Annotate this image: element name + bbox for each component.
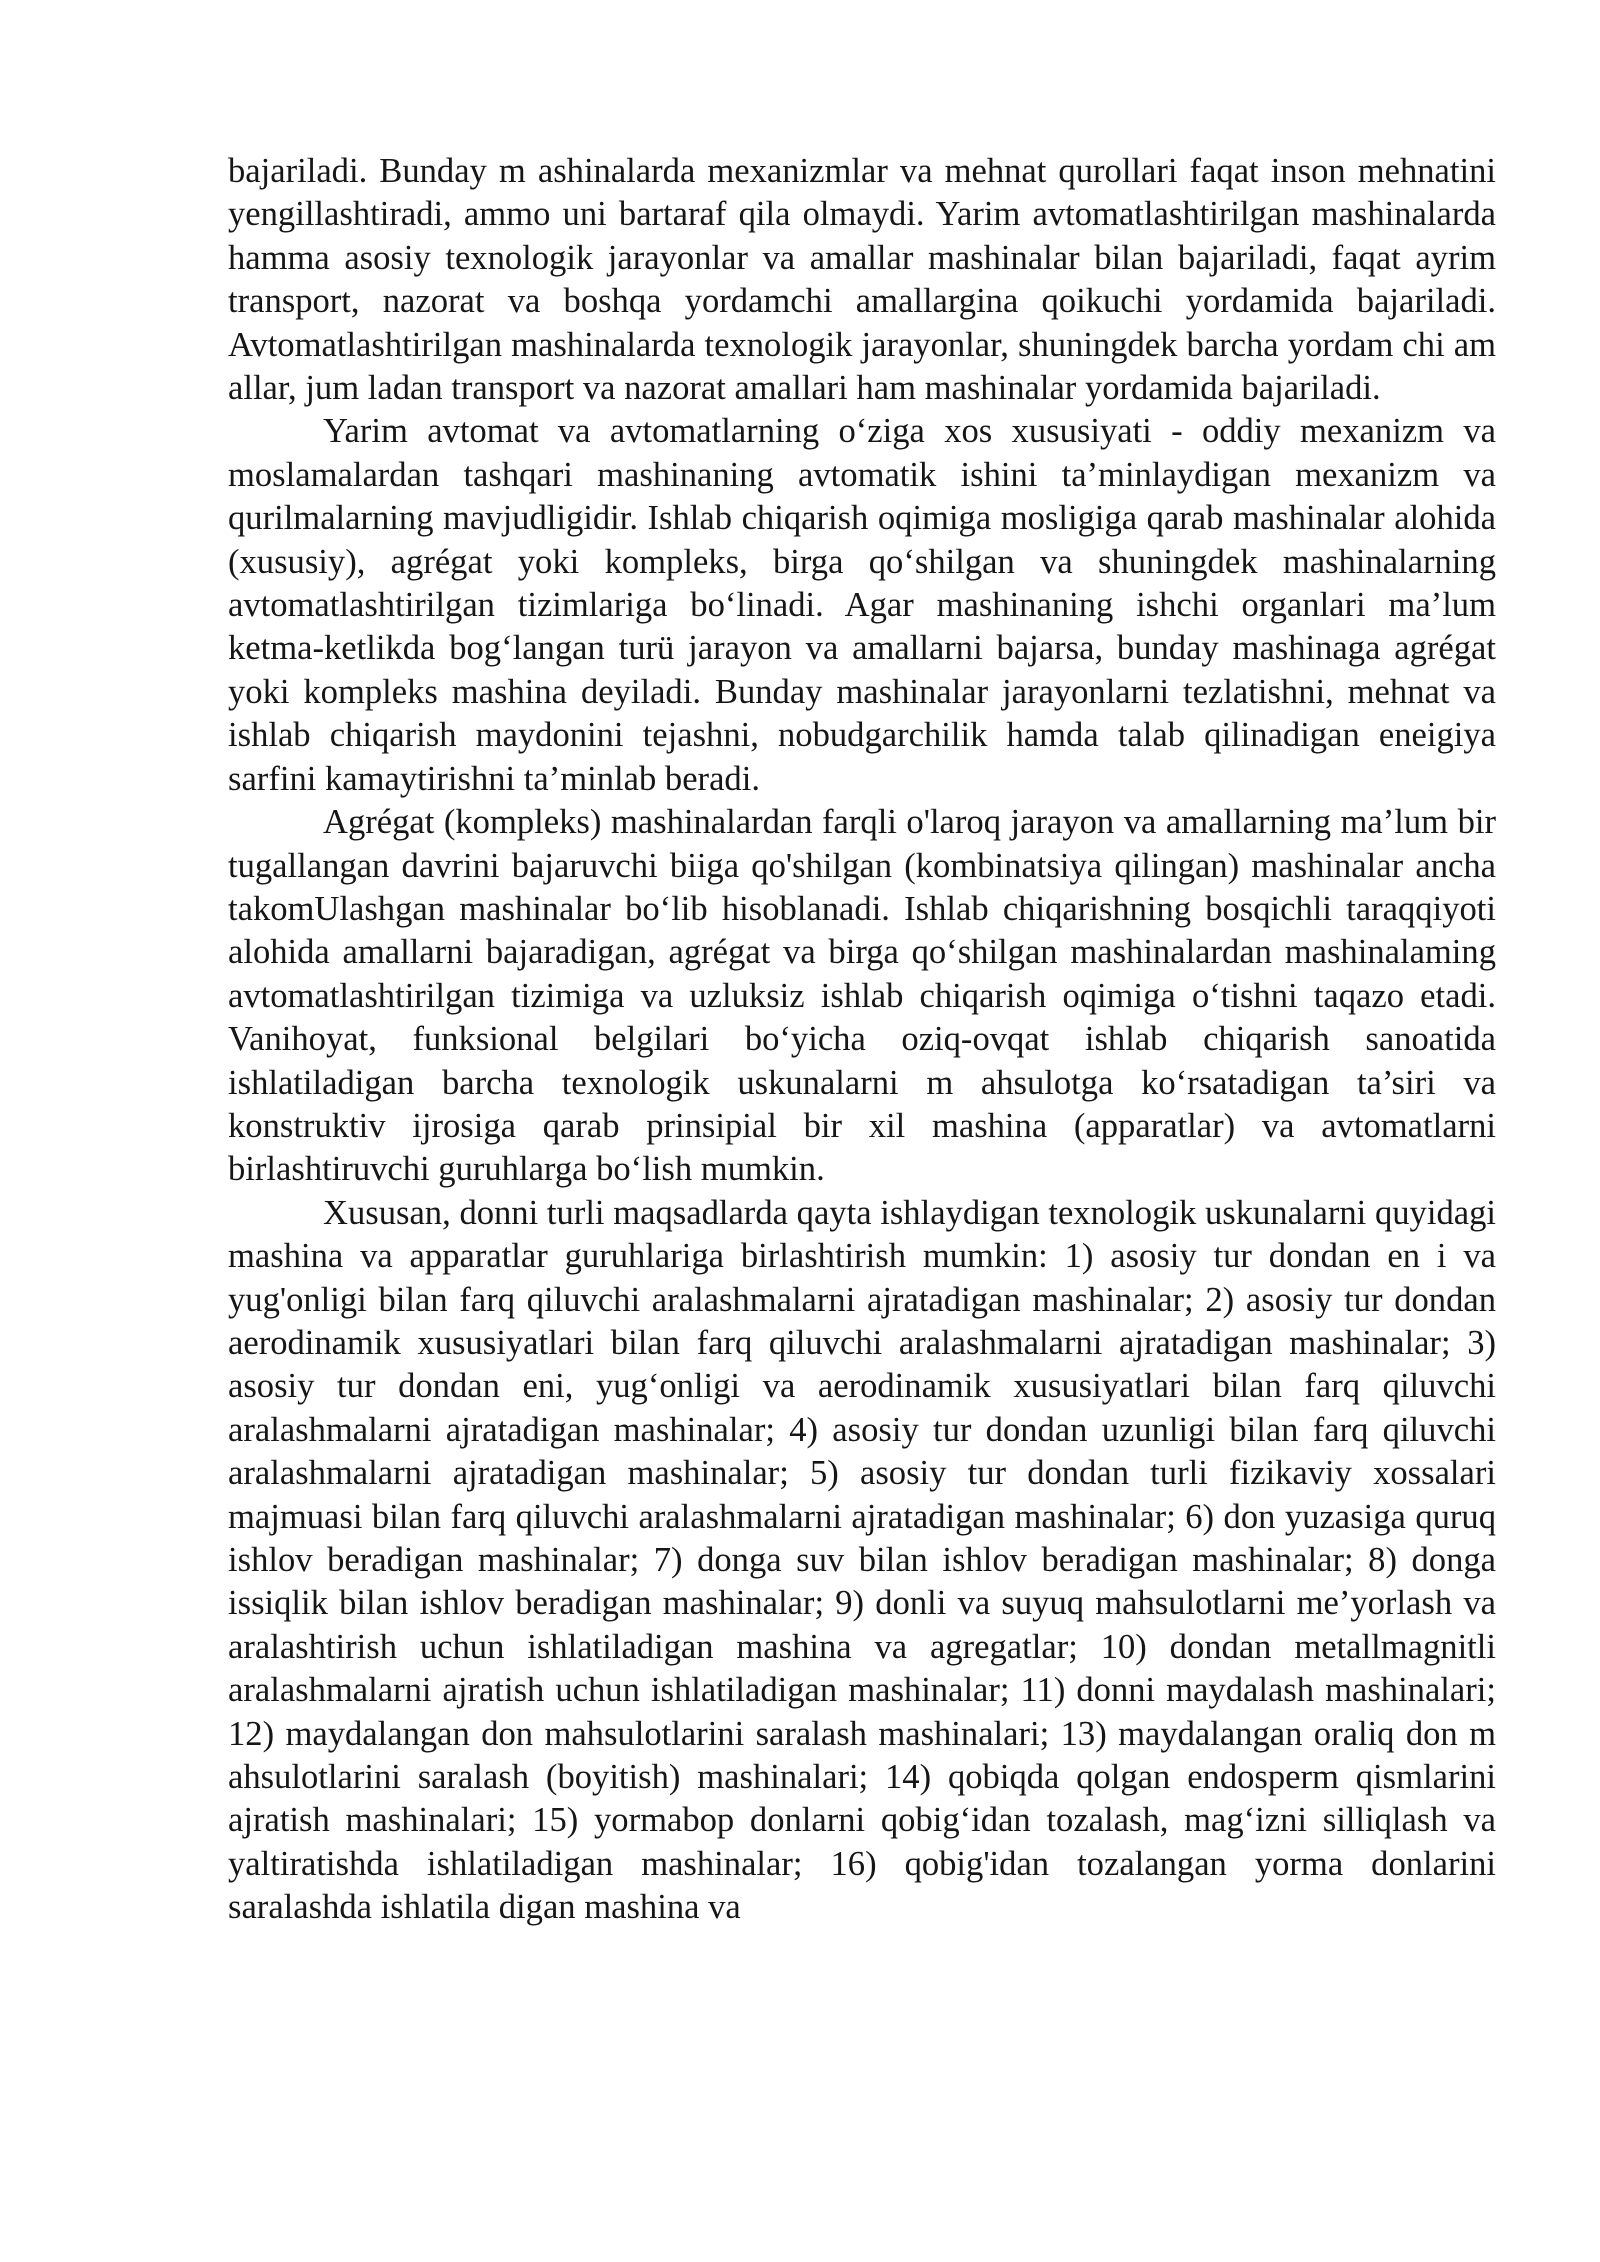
paragraph-machine-groups: Xususan, donni turli maqsadlarda qayta ishlaydigan texnologik uskunalarni quyidagi mashina va apparatlar guruhlariga birlashtirish mumkin: 1) asosiy tur dondan en i va yug'onligi bilan farq qiluvchi aralashmalarni ajratadigan mashinalar; 2) asosiy tur dondan aerodinamik xususiyatlari bilan farq qiluvchi aralashmalarni ajratadigan mashinalar; 3) asosiy tur dondan eni, yug‘onligi va aerodinamik xususiyatlari bilan farq qiluvchi aralashmalarni ajratadigan mashinalar; 4) asosiy tur dondan uzunligi bilan farq qiluvchi aralashmalarni ajratadigan mashinalar; 5) asosiy tur dondan turli fizikaviy xossalari majmuasi bilan farq qiluvchi aralashmalarni ajratadigan mashinalar; 6) don yuzasiga quruq ishlov beradigan mashinalar; 7) donga suv bilan ishlov beradigan mashinalar; 8) donga issiqlik bilan ishlov beradigan mashinalar; 9) donli va suyuq mahsulotlarni me’yorlash va aralashtirish uchun ishlatiladigan mashina va agregatlar; 10) dondan metallmagnitli aralashmalarni ajratish uchun ishlatiladigan mashinalar; 11) donni maydalash mashinalari; 12) maydalangan don mahsulotlarini saralash mashinalari; 13) maydalangan oraliq don m ahsulotlarini saralash (boyitish) mashinalari; 14) qobiqda qolgan endosperm qismlarini ajratish mashinalari; 15) yormabop donlarni qobig‘idan tozalash, mag‘izni silliqlash va yaltiratishda ishlatiladigan mashinalar; 16) qobig'idan tozalangan yorma donlarini saralashda ishlatila digan mashina va [228,1193,1496,1927]
paragraph-continuation: bajariladi. Bunday m ashinalarda mexanizmlar va mehnat qurollari faqat inson mehnatini yengillashtiradi, ammo uni bartaraf qila olmaydi. Yarim avtomatlashtirilgan mashinalarda hamma asosiy texnologik jarayonlar va amallar mashinalar bilan bajariladi, faqat ayrim transport, nazorat va boshqa yordamchi amallargina qoikuchi yordamida bajariladi. Avtomatlashtirilgan mashinalarda texnologik jarayonlar, shuningdek barcha yordam chi am allar, jum ladan transport va nazorat amallari ham mashinalar yordamida bajariladi. [228,152,1496,408]
document-page [228,150,1496,1930]
paragraph-automation-features: Yarim avtomat va avtomatlarning o‘ziga xos xususiyati - oddiy mexanizm va moslamalardan tashqari mashinaning avtomatik ishini ta’minlaydigan mexanizm va qurilmalarning mavjudligidir. Ishlab chiqarish oqimiga mosligiga qarab mashinalar alohida (xususiy), agrégat yoki kompleks, birga qo‘shilgan va shuningdek mashinalarning avtomatlashtirilgan tizimlariga bo‘linadi. Agar mashinaning ishchi organlari ma’lum ketma-ketlikda bog‘langan turü jarayon va amallarni bajarsa, bunday mashinaga agrégat yoki kompleks mashina deyiladi. Bunday mashinalar jarayonlarni tezlatishni, mehnat va ishlab chiqarish maydonini tejashni, nobudgarchilik hamda talab qilinadigan eneigiya sarfini kamaytirishni ta’minlab beradi. [228,412,1496,798]
paragraph-aggregate-machines: Agrégat (kompleks) mashinalardan farqli o'laroq jarayon va amallarning ma’lum bir tugallangan davrini bajaruvchi biiga qo'shilgan (kombinatsiya qilingan) mashinalar ancha takomUlashgan mashinalar bo‘lib hisoblanadi. Ishlab chiqarishning bosqichli taraqqiyoti alohida amallarni bajaradigan, agrégat va birga qo‘shilgan mashinalardan mashinalaming avtomatlashtirilgan tizimiga va uzluksiz ishlab chiqarish oqimiga o‘tishni taqazo etadi. Vanihoyat, funksional belgilari bo‘yicha oziq-ovqat ishlab chiqarish sanoatida ishlatiladigan barcha texnologik uskunalarni m ahsulotga ko‘rsatadigan ta’siri va konstruktiv ijrosiga qarab prinsipial bir xil mashina (apparatlar) va avtomatlarni birlashtiruvchi guruhlarga bo‘lish mumkin. [228,803,1496,1189]
